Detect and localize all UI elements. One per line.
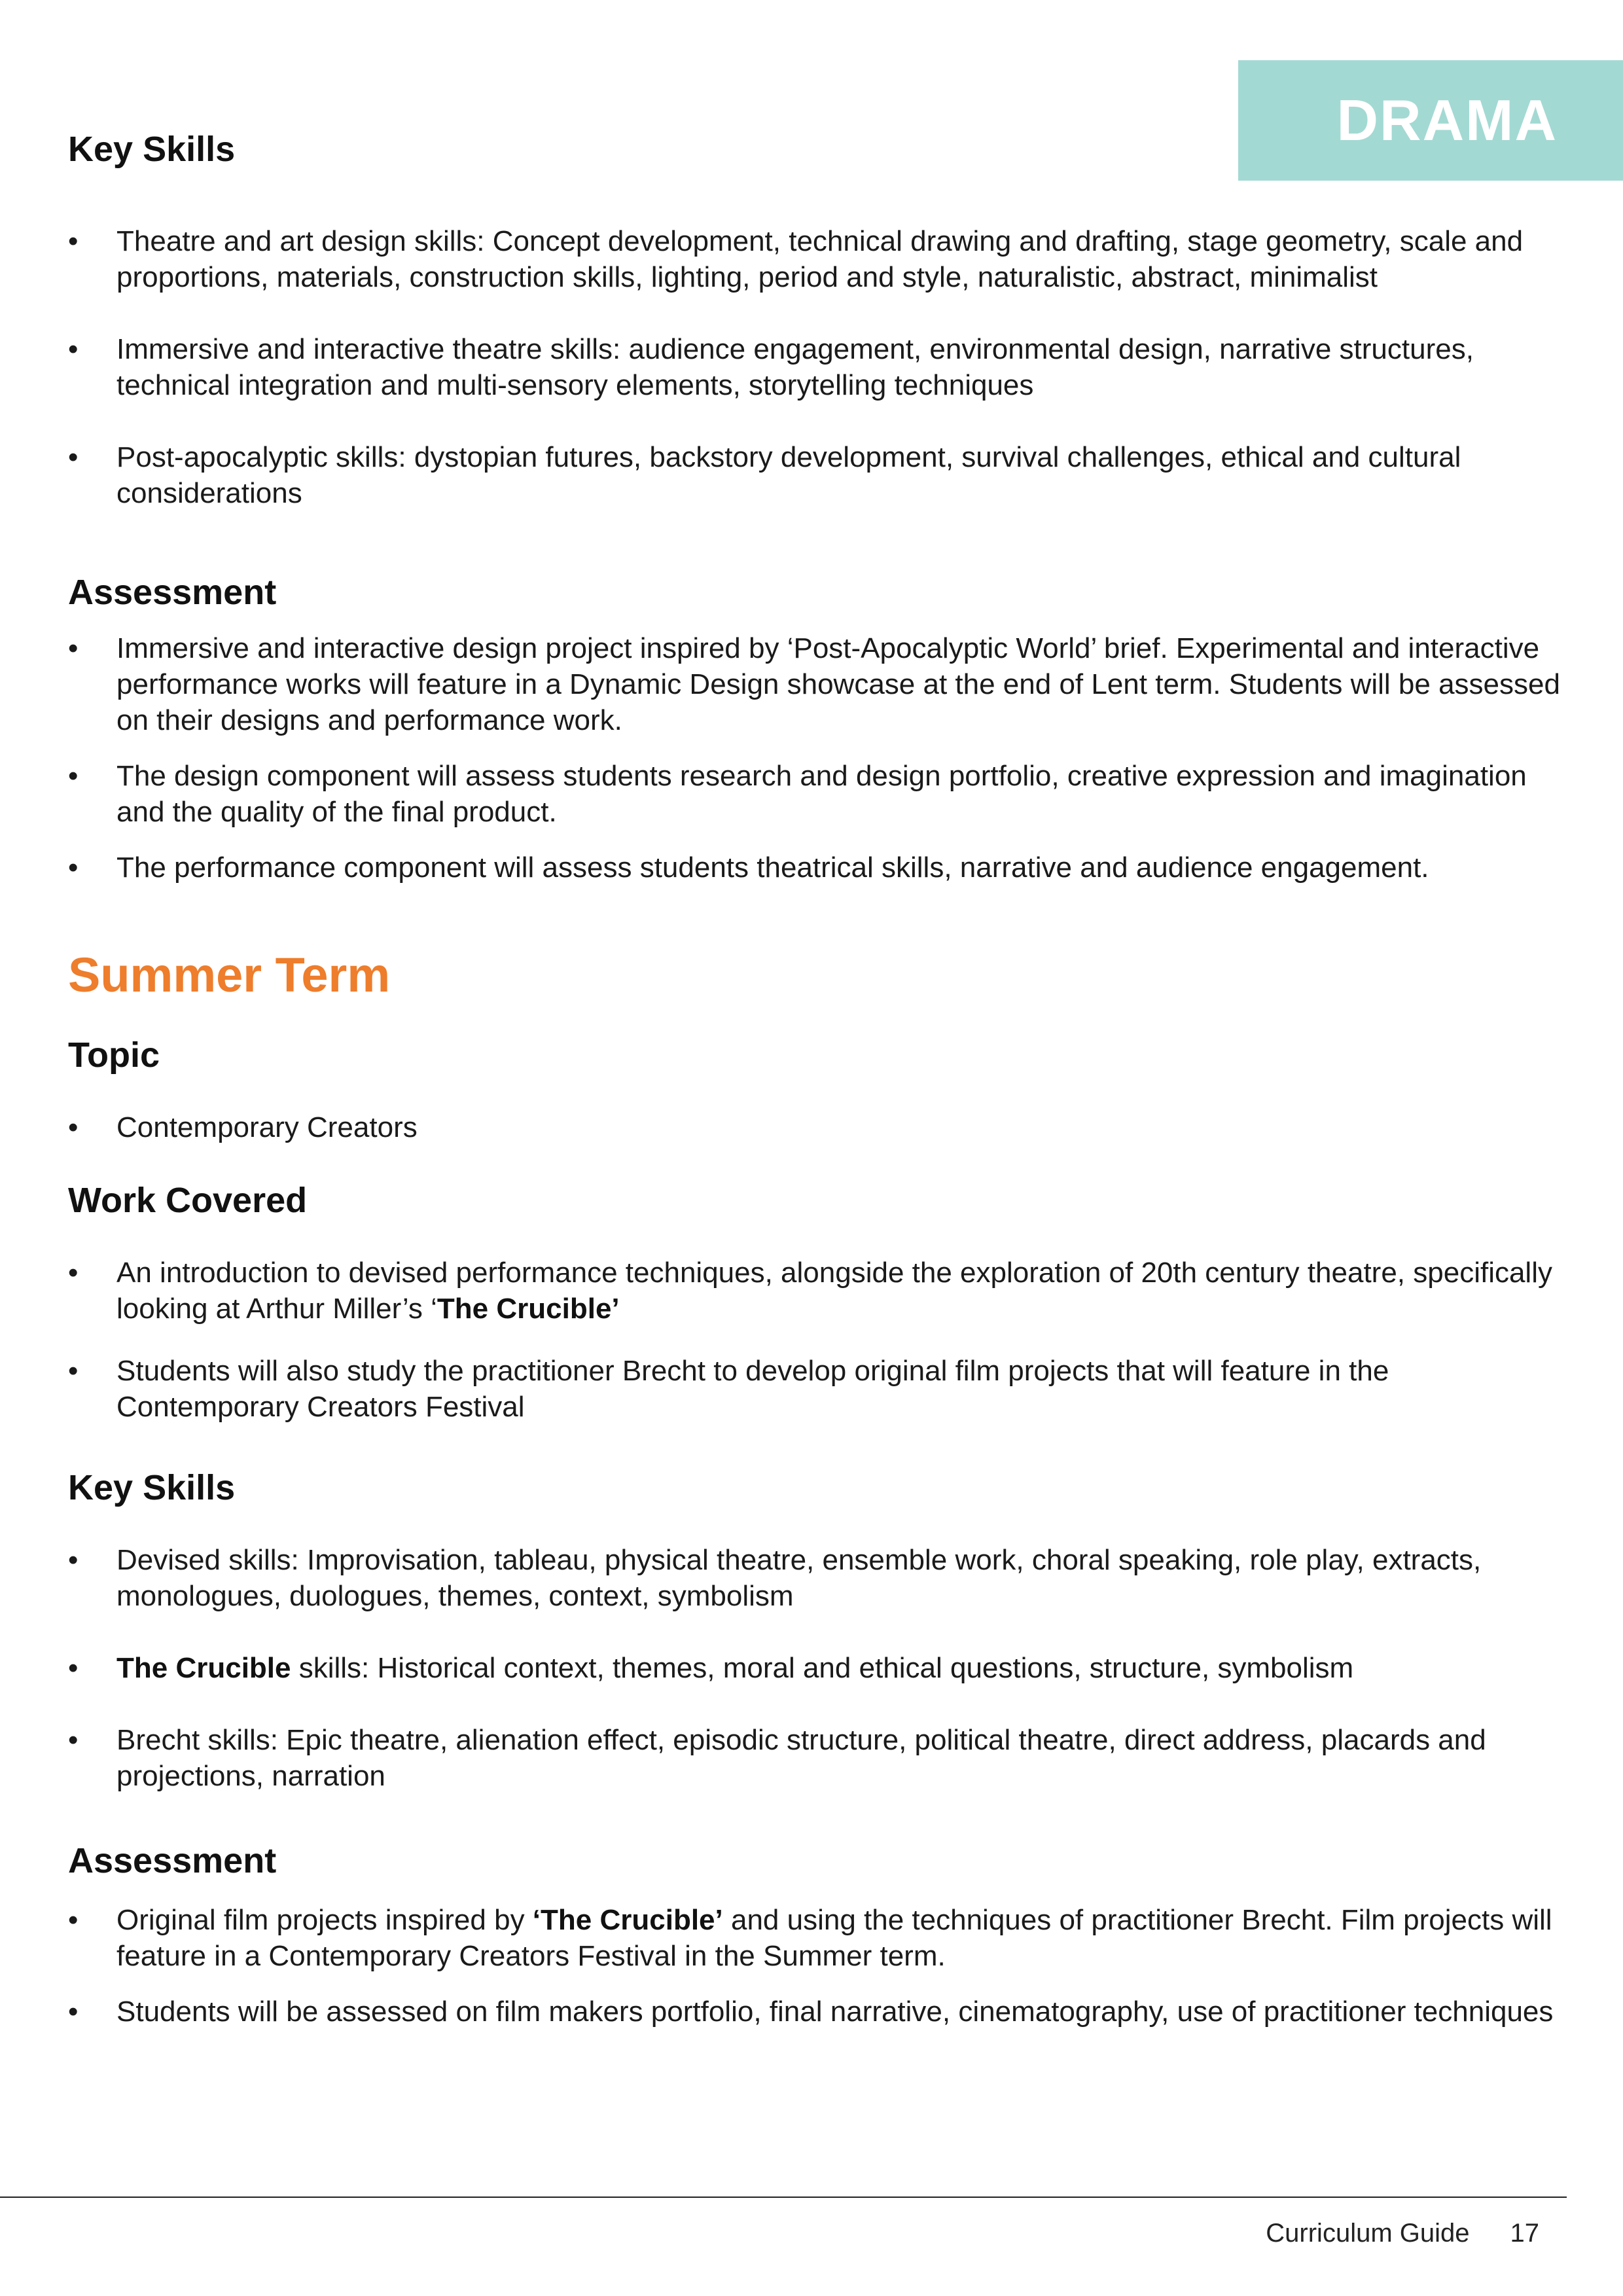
list-item: • Theatre and art design skills: Concept development, technical drawing and drafting, stage geometry, scale and proportions, materials, construction skills, lighting, period and style, naturalistic, abstract, minimalist <box>68 223 1567 295</box>
key-skills-list <box>68 223 1567 511</box>
work-text: An introduction to devised performance techniques, alongside the exploration of 20th century theatre, specifically looking at Arthur Miller’s ‘ <box>116 1256 1552 1325</box>
work-title: The Crucible’ <box>437 1292 620 1325</box>
list-item <box>68 1255 1567 1327</box>
subject-title: DRAMA <box>1336 88 1558 152</box>
work-covered-list <box>68 1255 1567 1425</box>
footer-divider <box>0 2197 1567 2198</box>
list-item: • The performance component will assess students theatrical skills, narrative and audience engagement. <box>68 850 1567 886</box>
list-item <box>68 1650 1567 1686</box>
key-skills-heading: Key Skills <box>68 130 236 169</box>
footer-label: Curriculum Guide <box>1266 2219 1470 2248</box>
list-item <box>68 1902 1567 1974</box>
list-item: • Immersive and interactive design project inspired by ‘Post-Apocalyptic World’ brief. Experimental and interactive performance works will feature in a Dynamic Design showcase at the end of Lent term. Students will be assessed on their designs and performance work. <box>68 630 1567 738</box>
page-content <box>68 128 1567 2030</box>
assess-title: ‘The Crucible’ <box>532 1903 723 1936</box>
summer-assessment-heading: Assessment <box>68 1840 277 1880</box>
list-item: • Contemporary Creators <box>68 1109 1567 1145</box>
work-covered-heading: Work Covered <box>68 1181 308 1221</box>
summer-key-skills-list <box>68 1542 1567 1794</box>
skill-text: skills: Historical context, themes, moral and ethical questions, structure, symbolism <box>291 1651 1354 1684</box>
topic-heading: Topic <box>68 1035 160 1075</box>
list-item: • Brecht skills: Epic theatre, alienation effect, episodic structure, political theatre, direct address, placards and projections, narration <box>68 1722 1567 1794</box>
skill-title: The Crucible <box>116 1651 291 1684</box>
assessment-heading: Assessment <box>68 572 277 612</box>
list-item: • Students will be assessed on film makers portfolio, final narrative, cinematography, use of practitioner techniques <box>68 1994 1567 2030</box>
list-item: • Post-apocalyptic skills: dystopian futures, backstory development, survival challenges, ethical and cultural considerations <box>68 439 1567 511</box>
list-item: • Devised skills: Improvisation, tableau, physical theatre, ensemble work, choral speaking, role play, extracts, monologues, duologues, themes, context, symbolism <box>68 1542 1567 1614</box>
page-number: 17 <box>1510 2219 1539 2248</box>
list-item: • Students will also study the practitioner Brecht to develop original film projects that will feature in the Contemporary Creators Festival <box>68 1353 1567 1425</box>
summer-term-title: Summer Term <box>68 947 391 1002</box>
topic-list <box>68 1109 1567 1145</box>
assess-post: and using the techniques of practitioner Brecht. Film projects will feature in a Contemporary Creators Festival in the Summer term. <box>116 1903 1552 1972</box>
footer <box>1266 2219 1539 2248</box>
assessment-list <box>68 630 1567 886</box>
list-item: • The design component will assess students research and design portfolio, creative expression and imagination and the quality of the final product. <box>68 758 1567 830</box>
summer-key-skills-heading: Key Skills <box>68 1467 236 1507</box>
assess-pre: Original film projects inspired by <box>116 1903 533 1936</box>
list-item: • Immersive and interactive theatre skills: audience engagement, environmental design, narrative structures, technical integration and multi-sensory elements, storytelling techniques <box>68 331 1567 403</box>
summer-assessment-list <box>68 1902 1567 2030</box>
